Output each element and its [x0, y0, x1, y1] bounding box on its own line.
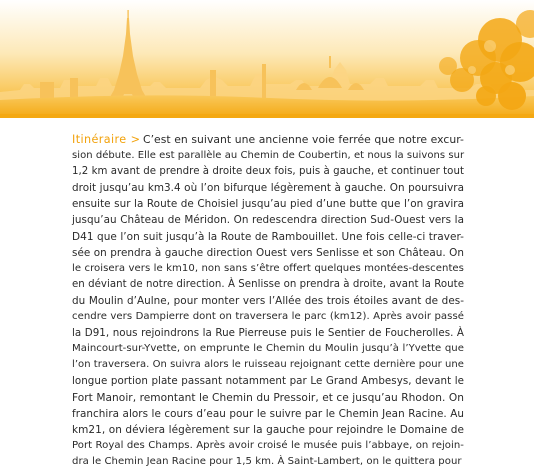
article-line: sion débute. Elle est parallèle au Chemin de Coubertin, et nous la suivons sur: [72, 150, 465, 162]
article-line: franchira alors le cours d’eau pour le suivre par le Chemin Jean Racine. Au: [72, 407, 464, 420]
article-line: Fort Manoir, remontant le Chemin du Pressoir, et ce jusqu’au Rhodon. On: [72, 391, 464, 404]
article-line: dra le Chemin Jean Racine pour 1,5 km. À Saint-Lambert, on le quittera pour: [72, 455, 462, 467]
article-line: droit jusqu’au km3.4 où l’on bifurque légèrement à gauche. On poursuivra: [72, 182, 464, 195]
article-line: cendre vers Dampierre dont on traversera le parc (km12). Après avoir passé: [72, 311, 464, 323]
article-line: l’on traversera. On suivra alors le ruisseau rejoignant cette dernière pour une: [72, 359, 464, 371]
article-line: du Moulin d’Aulne, pour monter vers l’Allée des trois étoiles avant de des-: [72, 294, 464, 307]
header-banner: [0, 0, 534, 118]
article-line: Maincourt-sur-Yvette, on emprunte le Chemin du Moulin jusqu’à l’Yvette que: [72, 343, 464, 355]
article-line-1: Itinéraire > C’est en suivant une ancienne voie ferrée que notre excur-: [72, 132, 464, 148]
article-line: Port Royal des Champs. Après avoir croisé le musée puis l’abbaye, on rejoin-: [72, 439, 464, 451]
article-line: km21, on déviera légèrement sur la gauche pour rejoindre le Domaine de: [72, 423, 464, 436]
article-line: 1,2 km avant de prendre à droite deux fois, puis à gauche, et continuer tout: [72, 166, 464, 178]
article-line: jusqu’au Château de Méridon. On redescendra direction Sud-Ouest vers la: [72, 214, 464, 227]
article-line: le croisera vers le km10, non sans s’être offert quelques montées-descentes: [72, 262, 464, 274]
itinerary-article: [72, 132, 464, 470]
article-line: sée on prendra à gauche direction Ouest vers Senlisse et son Château. On: [72, 246, 464, 259]
paris-skyline-illustration: [0, 0, 534, 118]
chevron-right-icon: >: [130, 133, 140, 146]
article-line: ensuite sur la Route de Choisiel jusqu’au pied d’une butte que l’on gravira: [72, 198, 464, 211]
article-line: longue portion plate passant notamment par Le Grand Ambesys, devant le: [72, 375, 464, 388]
article-line: en déviant de notre direction. À Senlisse on prendra à droite, avant la Route: [72, 278, 465, 290]
article-line: la D91, nous rejoindrons la Rue Pierreuse puis le Sentier de Foucherolles. À: [72, 327, 464, 340]
article-line: D41 que l’on suit jusqu’à la Route de Rambouillet. Une fois celle-ci traver-: [72, 230, 464, 243]
itinerary-heading: Itinéraire: [72, 133, 127, 146]
